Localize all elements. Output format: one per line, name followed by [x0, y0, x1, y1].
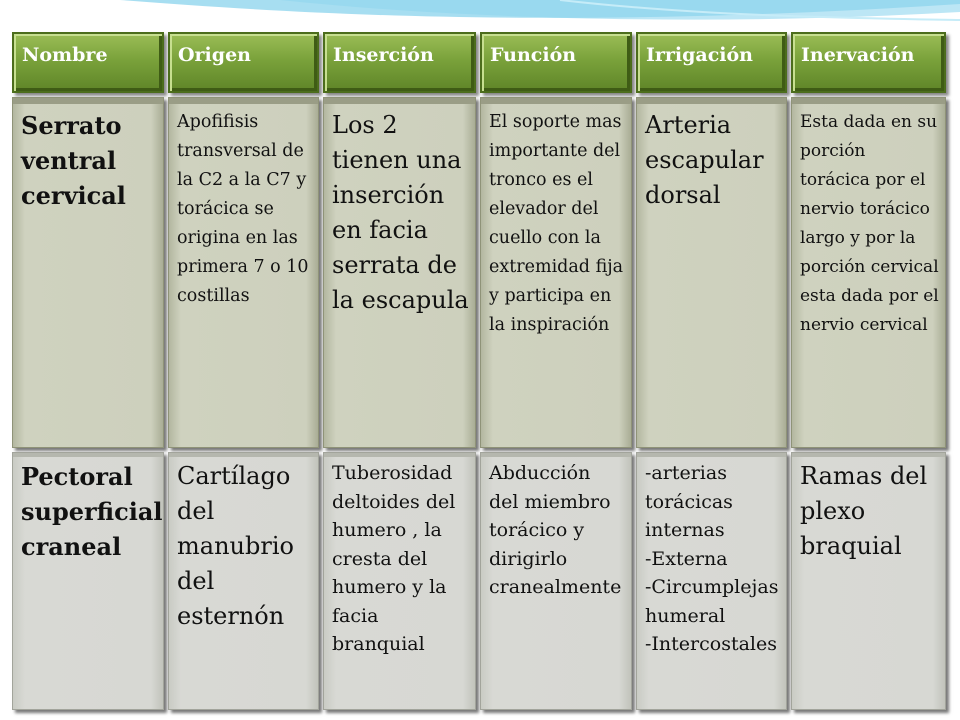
- row2-irrigacion: [636, 452, 787, 710]
- header-insercion: Inserción: [323, 32, 476, 93]
- row2-nombre: Pectoral superficial craneal: [12, 452, 164, 710]
- row1-funcion: El soporte mas importante del tronco es el elevador del cuello con la extremidad fija y participa en la inspiración: [480, 97, 632, 448]
- row1-origen: Apofifisis transversal de la C2 a la C7 y torácica se origina en las primera 7 o 10 costillas: [168, 97, 319, 448]
- row1-insercion: Los 2 tienen una inserción en facia serrata de la escapula: [323, 97, 476, 448]
- row1-inervacion: Esta dada en su porción torácica por el nervio torácico largo y por la porción cervical esta dada por el nervio cervical: [791, 97, 946, 448]
- row2-insercion: Tuberosidad deltoides del humero , la cresta del humero y la facia branquial: [323, 452, 476, 710]
- row2-inervacion: Ramas del plexo braquial: [791, 452, 946, 710]
- row2-origen: Cartílago del manubrio del esternón: [168, 452, 319, 710]
- muscle-table: [10, 30, 948, 712]
- header-nombre: Nombre: [12, 32, 164, 93]
- irrigacion-line: -Circumplejas humeral: [645, 576, 779, 627]
- header-funcion: Función: [480, 32, 632, 93]
- row1-nombre: Serrato ventral cervical: [12, 97, 164, 448]
- irrigacion-line: -arterias torácicas internas: [645, 462, 733, 541]
- irrigacion-line: -Intercostales: [645, 633, 777, 655]
- header-origen: Origen: [168, 32, 319, 93]
- row2-funcion: Abducción del miembro torácico y dirigirlo cranealmente: [480, 452, 632, 710]
- irrigacion-line: -Externa: [645, 547, 728, 570]
- header-inervacion: Inervación: [791, 32, 946, 93]
- row1-irrigacion: Arteria escapular dorsal: [636, 97, 787, 448]
- header-irrigacion: Irrigación: [636, 32, 787, 93]
